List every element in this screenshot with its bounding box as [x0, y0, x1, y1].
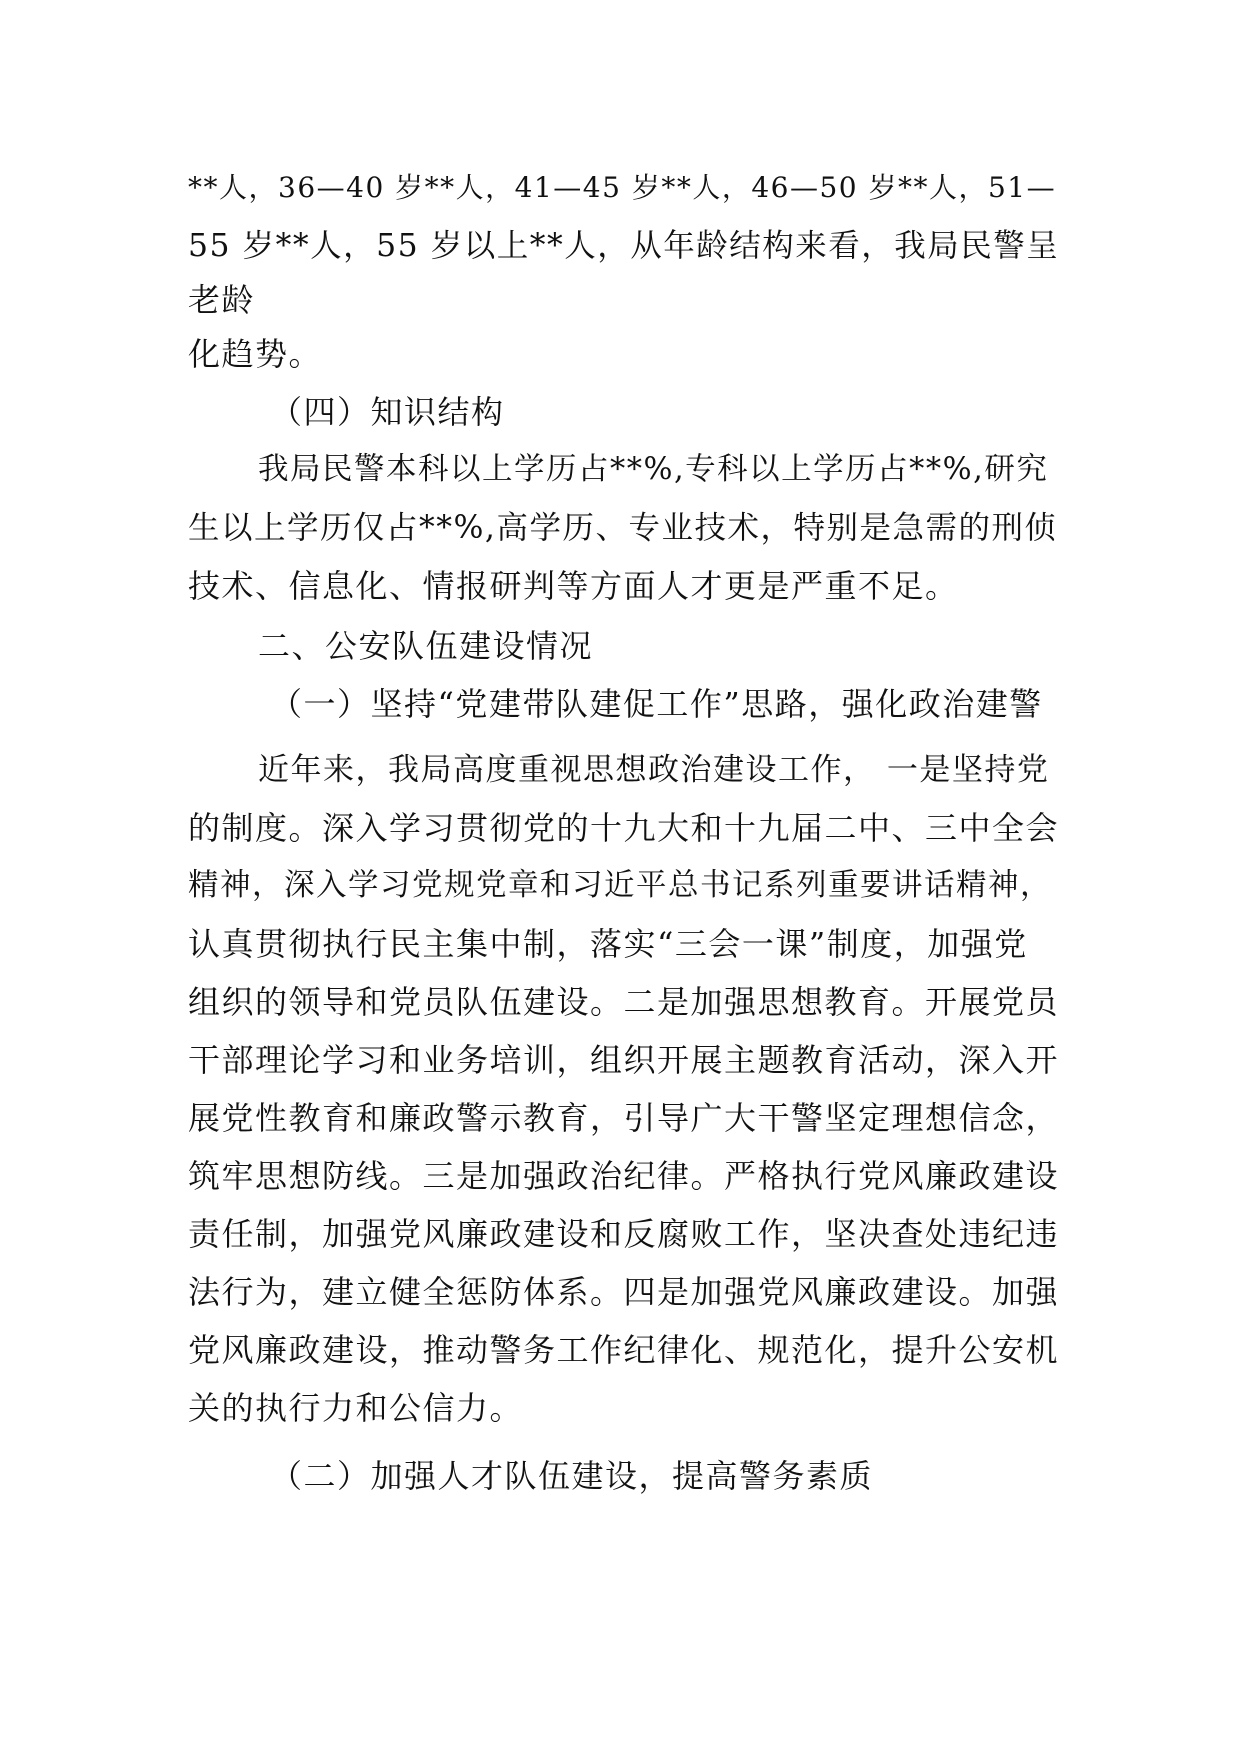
text-line: 我局民警本科以上学历占**%,专科以上学历占**%,研究	[258, 452, 1049, 487]
text-line: 近年来，我局高度重视思想政治建设工作， 一是坚持党	[258, 752, 1050, 788]
section-heading: （一）坚持“党建带队建促工作”思路，强化政治建警	[270, 685, 1043, 723]
text-line: 认真贯彻执行民主集中制，落实“三会一课”制度，加强党	[188, 925, 1028, 963]
text-line: 法行为，建立健全惩防体系。四是加强党风廉政建设。加强	[188, 1273, 1060, 1311]
text-line: 生以上学历仅占**%,高学历、专业技术，特别是急需的刑侦	[188, 510, 1058, 546]
text-line: 党风廉政建设，推动警务工作纪律化、规范化，提升公安机	[188, 1331, 1060, 1369]
text-line: 筑牢思想防线。三是加强政治纪律。严格执行党风廉政建设	[188, 1157, 1060, 1195]
text-line: 化趋势。	[188, 335, 323, 373]
section-heading: （四）知识结构	[270, 393, 505, 431]
text-line: 老龄	[188, 281, 256, 319]
text-line: **人，36—40 岁**人，41—45 岁**人，46—50 岁**人，51—	[188, 171, 1057, 204]
section-heading: 二、公安队伍建设情况	[258, 627, 594, 665]
text-line: 展党性教育和廉政警示教育，引导广大干警坚定理想信念，	[188, 1099, 1060, 1137]
text-line: 技术、信息化、情报研判等方面人才更是严重不足。	[188, 567, 959, 605]
text-line: 55 岁**人，55 岁以上**人，从年龄结构来看，我局民警呈	[188, 228, 1060, 264]
text-line: 关的执行力和公信力。	[188, 1389, 524, 1427]
text-line: 的制度。深入学习贯彻党的十九大和十九届二中、三中全会	[188, 809, 1060, 847]
section-heading: （二）加强人才队伍建设，提高警务素质	[270, 1457, 874, 1495]
text-line: 责任制，加强党风廉政建设和反腐败工作，坚决查处违纪违	[188, 1215, 1060, 1253]
text-line: 精神，深入学习党规党章和习近平总书记系列重要讲话精神，	[188, 868, 1052, 903]
text-line: 组织的领导和党员队伍建设。二是加强思想教育。开展党员	[188, 983, 1060, 1021]
text-line: 干部理论学习和业务培训，组织开展主题教育活动，深入开	[188, 1041, 1060, 1079]
